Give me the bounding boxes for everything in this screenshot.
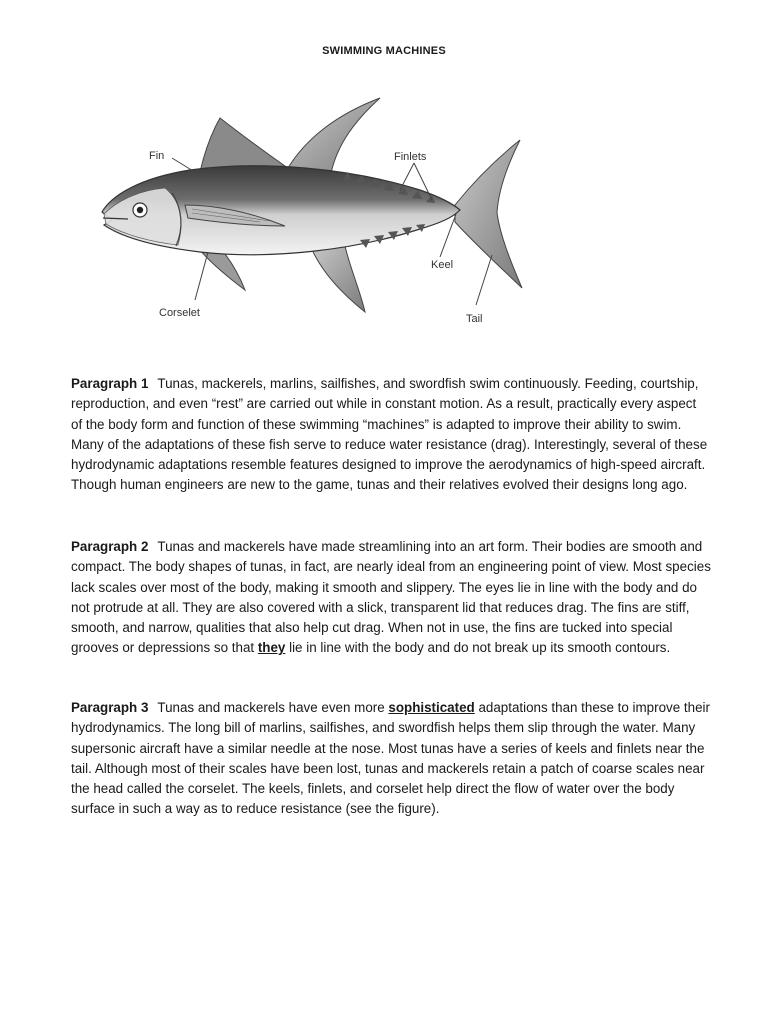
highlighted-word: they: [257, 640, 286, 656]
tuna-figure: [95, 90, 535, 335]
label-keel: Keel: [431, 259, 454, 271]
first-dorsal-fin: [200, 118, 285, 172]
paragraph-2: [71, 537, 711, 659]
second-dorsal-fin: [288, 98, 380, 178]
paragraph-text: Tunas, mackerels, marlins, sailfishes, and swordfish swim continuously. Feeding, courtship, reproduction, and even “rest” are carried out while in constant motion. As a result, practically every aspect of the body form and function of these swimming “machines” is adapted to improve their ability to swim. Many of the adaptations of these fish serve to reduce water resistance (drag). Interestingly, several of these hydrodynamic adaptations resemble features designed to improve the aerodynamics of high-speed aircraft. Though human engineers are new to the game, tunas and their relatives evolved their designs long ago.: [71, 376, 708, 493]
page-title: SWIMMING MACHINES: [322, 45, 446, 57]
paragraph-3: [71, 698, 711, 820]
label-fin: Fin: [149, 150, 165, 162]
paragraph-label: Paragraph 1: [71, 376, 149, 391]
label-finlets: Finlets: [394, 151, 427, 163]
paragraph-label: Paragraph 2: [71, 539, 149, 554]
paragraph-label: Paragraph 3: [71, 700, 149, 715]
paragraph-text: adaptations than these to improve their hydrodynamics. The long bill of marlins, sailfishes, and swordfish helps them slip through the water. Many supersonic aircraft have a similar needle at the nose. Most tunas have a series of keels and finlets near the tail. Although most of their scales have been lost, tunas and mackerels retain a patch of coarse scales near the head called the corselet. The keels, finlets, and corselet help direct the flow of water over the body surface in such a way as to reduce resistance (see the figure).: [71, 700, 710, 817]
highlighted-word: sophisticated: [388, 700, 475, 715]
paragraph-text: Tunas and mackerels have even more: [157, 700, 389, 715]
paragraph-1: [71, 374, 711, 496]
label-corselet: Corselet: [159, 307, 200, 319]
tuna-illustration: [95, 90, 535, 335]
paragraph-text: lie in line with the body and do not break up its smooth contours.: [285, 640, 671, 656]
anal-fin: [310, 245, 365, 312]
label-tail: Tail: [466, 313, 483, 325]
paragraph-text: Tunas and mackerels have made streamlining into an art form. Their bodies are smooth and compact. The body shapes of tunas, in fact, are nearly ideal from an engineering point of view. Most species lack scales over most of the body, making it smooth and slippery. The eyes lie in line with the body and do not protrude at all. They are also covered with a slick, transparent lid that reduces drag. The fins are stiff, smooth, and narrow, qualities that also help cut drag. When not in use, the fins are tucked into special grooves or depressions so that: [71, 539, 711, 656]
